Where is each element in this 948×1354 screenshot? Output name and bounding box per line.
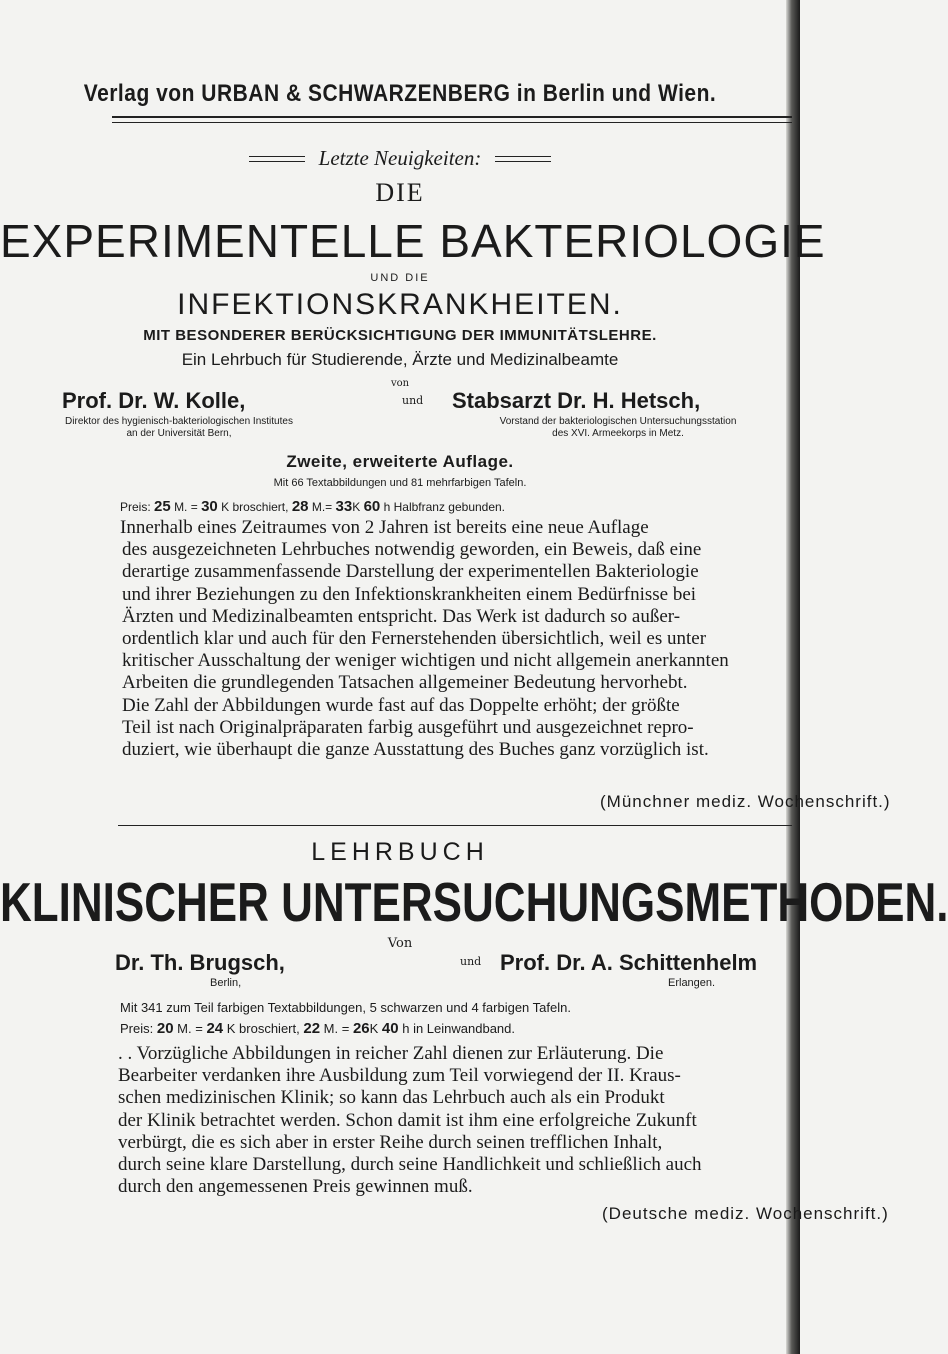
book1-review-line: Arbeiten die grundlegenden Tatsachen allgemeiner Bedeutung hervorhebt. [122, 672, 688, 694]
book1-review-line: Die Zahl der Abbildungen wurde fast auf das Doppelte erhöht; der größte [122, 694, 680, 716]
book1-author1: Prof. Dr. W. Kolle, [62, 388, 246, 413]
book2-price-prefix: Preis: [120, 1021, 154, 1036]
book2-price [120, 1020, 515, 1037]
book2-illustrations: Mit 341 zum Teil farbigen Textabbildungen, 5 schwarzen und 4 farbigen Tafeln. [120, 1000, 571, 1015]
right-ornament-rule [495, 156, 551, 162]
book1-price-f: M.= [311, 500, 336, 514]
book1-von: von [390, 378, 410, 389]
book1-review-line: und ihrer Beziehungen zu den Infektionskrankheiten einem Bedürfnisse bei [122, 583, 697, 605]
book1-author1-affiliation [14, 416, 344, 440]
book1-price-b: M. = [174, 500, 202, 514]
book2-review-line: Bearbeiter verdanken ihre Ausbildung zum Teil vorwiegend der II. Kraus- [118, 1065, 681, 1087]
book1-und: und [402, 394, 424, 407]
book2-review-line: durch den angemessenen Preis gewinnen muß. [118, 1176, 473, 1198]
book2-review-line: verbürgt, die es sich aber in erster Reihe durch seinen trefflichen Inhalt, [118, 1131, 663, 1153]
book1-edition: Zweite, erweiterte Auflage. [286, 452, 514, 471]
book1-title-line1: EXPERIMENTELLE BAKTERIOLOGIE [0, 215, 826, 267]
book1-price [120, 498, 505, 515]
left-ornament-rule [249, 156, 305, 162]
book2-price-i: 40 [381, 1020, 399, 1037]
book1-review-line: des ausgezeichneten Lehrbuches notwendig geworden, ein Beweis, daß eine [122, 539, 702, 561]
book2-author1: Dr. Th. Brugsch, [115, 950, 285, 975]
book2-lehrbuch: LEHRBUCH [311, 838, 489, 866]
book2-und: und [460, 955, 482, 968]
book1-author2-affil-line2: des XVI. Armeekorps in Metz. [552, 428, 684, 439]
book1-review-line: kritischer Ausschaltung der weniger wichtigen und nicht allgemein anerkannten [122, 650, 729, 672]
book2-authors [0, 950, 800, 1000]
book1-review-line: Ärzten und Medizinalbeamten entspricht. Das Werk ist dadurch so außer- [122, 605, 681, 627]
book1-price-a: 25 [154, 498, 171, 515]
book2-price-b: M. = [177, 1021, 207, 1036]
header-rule [112, 116, 792, 123]
book1-price-i: 60 [363, 498, 381, 515]
book1-review-text [0, 517, 790, 761]
publisher-line: Verlag von URBAN & SCHWARZENBERG in Berlin und Wien. [83, 80, 717, 107]
book2-price-h: K [369, 1021, 379, 1036]
book2-review-line: durch seine klare Darstellung, durch seine Handlichkeit und schließlich auch [118, 1154, 702, 1176]
book2-title: KLINISCHER UNTERSUCHUNGSMETHODEN. [0, 872, 948, 934]
book1-author2: Stabsarzt Dr. H. Hetsch, [452, 388, 701, 413]
book2-price-g: 26 [352, 1020, 370, 1037]
book1-und-die: UND DIE [370, 272, 430, 284]
book2-price-j: h in Leinwandband. [402, 1021, 515, 1036]
book1-author1-affil-line2: an der Universität Bern, [126, 428, 232, 439]
book2-price-c: 24 [206, 1020, 224, 1037]
book1-price-h: K [352, 500, 361, 514]
book1-review [0, 517, 790, 827]
section-divider [118, 825, 792, 826]
book2-review-line: . . Vorzügliche Abbildungen in reicher Zahl dienen zur Erläuterung. Die [118, 1043, 664, 1064]
book2-review-text [0, 1043, 790, 1198]
book1-price-j: h Halbfranz gebunden. [383, 500, 506, 514]
book1-price-c: 30 [201, 498, 218, 515]
book2-review-line: der Klinik betrachtet werden. Schon damit ist ihm eine erfolgreiche Zukunft [118, 1109, 697, 1131]
book1-author2-affil-line1: Vorstand der bakteriologischen Untersuchungsstation [499, 416, 737, 427]
book2-price-f: M. = [323, 1021, 353, 1036]
book1-author2-affiliation [448, 416, 788, 440]
book1-price-g: 33 [335, 498, 353, 515]
book1-title-line2: INFEKTIONSKRANKHEITEN. [177, 288, 623, 321]
book1-illustrations: Mit 66 Textabbildungen und 81 mehrfarbigen Tafeln. [273, 477, 527, 489]
book2-author1-city: Berlin, [210, 977, 242, 989]
book1-subtitle: Ein Lehrbuch für Studierende, Ärzte und Medizinalbeamte [181, 350, 619, 369]
book2-author2: Prof. Dr. A. Schittenhelm [500, 950, 758, 975]
book1-special-note: MIT BESONDERER BERÜCKSICHTIGUNG DER IMMUNITÄTSLEHRE. [143, 327, 657, 344]
book1-review-line: duziert, wie überhaupt die ganze Ausstattung des Buches ganz vorzüglich ist. [122, 739, 709, 761]
book1-review-line: derartige zusammenfassende Darstellung der experimentellen Bakteriologie [122, 561, 699, 583]
book1-die: DIE [375, 178, 425, 207]
book1-price-d: K broschiert, [221, 500, 289, 514]
book1-review-line: ordentlich klar und auch für den Fernerstehenden übersichtlich, weil es unter [122, 628, 707, 650]
book2-price-a: 20 [156, 1020, 174, 1037]
book1-price-prefix: Preis: [120, 500, 151, 514]
book2-review-line: schen medizinischen Klinik; so kann das Lehrbuch auch als ein Produkt [118, 1087, 665, 1109]
book2-review-source: (Deutsche mediz. Wochenschrift.) [602, 1204, 889, 1223]
book2-price-e: 22 [303, 1020, 321, 1037]
book2-von: Von [387, 936, 413, 951]
book1-authors [0, 388, 800, 448]
news-heading [0, 146, 800, 171]
book1-review-line: Innerhalb eines Zeitraumes von 2 Jahren ist bereits eine neue Auflage [120, 517, 649, 538]
book1-author1-affil-line1: Direktor des hygienisch-bakteriologischen Institutes [65, 416, 293, 427]
book1-price-e: 28 [291, 498, 309, 515]
book1-review-source: (Münchner mediz. Wochenschrift.) [600, 792, 891, 811]
news-heading-text: Letzte Neuigkeiten: [318, 146, 482, 170]
book2-price-d: K broschiert, [226, 1021, 300, 1036]
book1-review-line: Teil ist nach Originalpräparaten farbig ausgeführt und ausgezeichnet repro- [122, 716, 694, 738]
book2-author2-city: Erlangen. [668, 977, 716, 989]
